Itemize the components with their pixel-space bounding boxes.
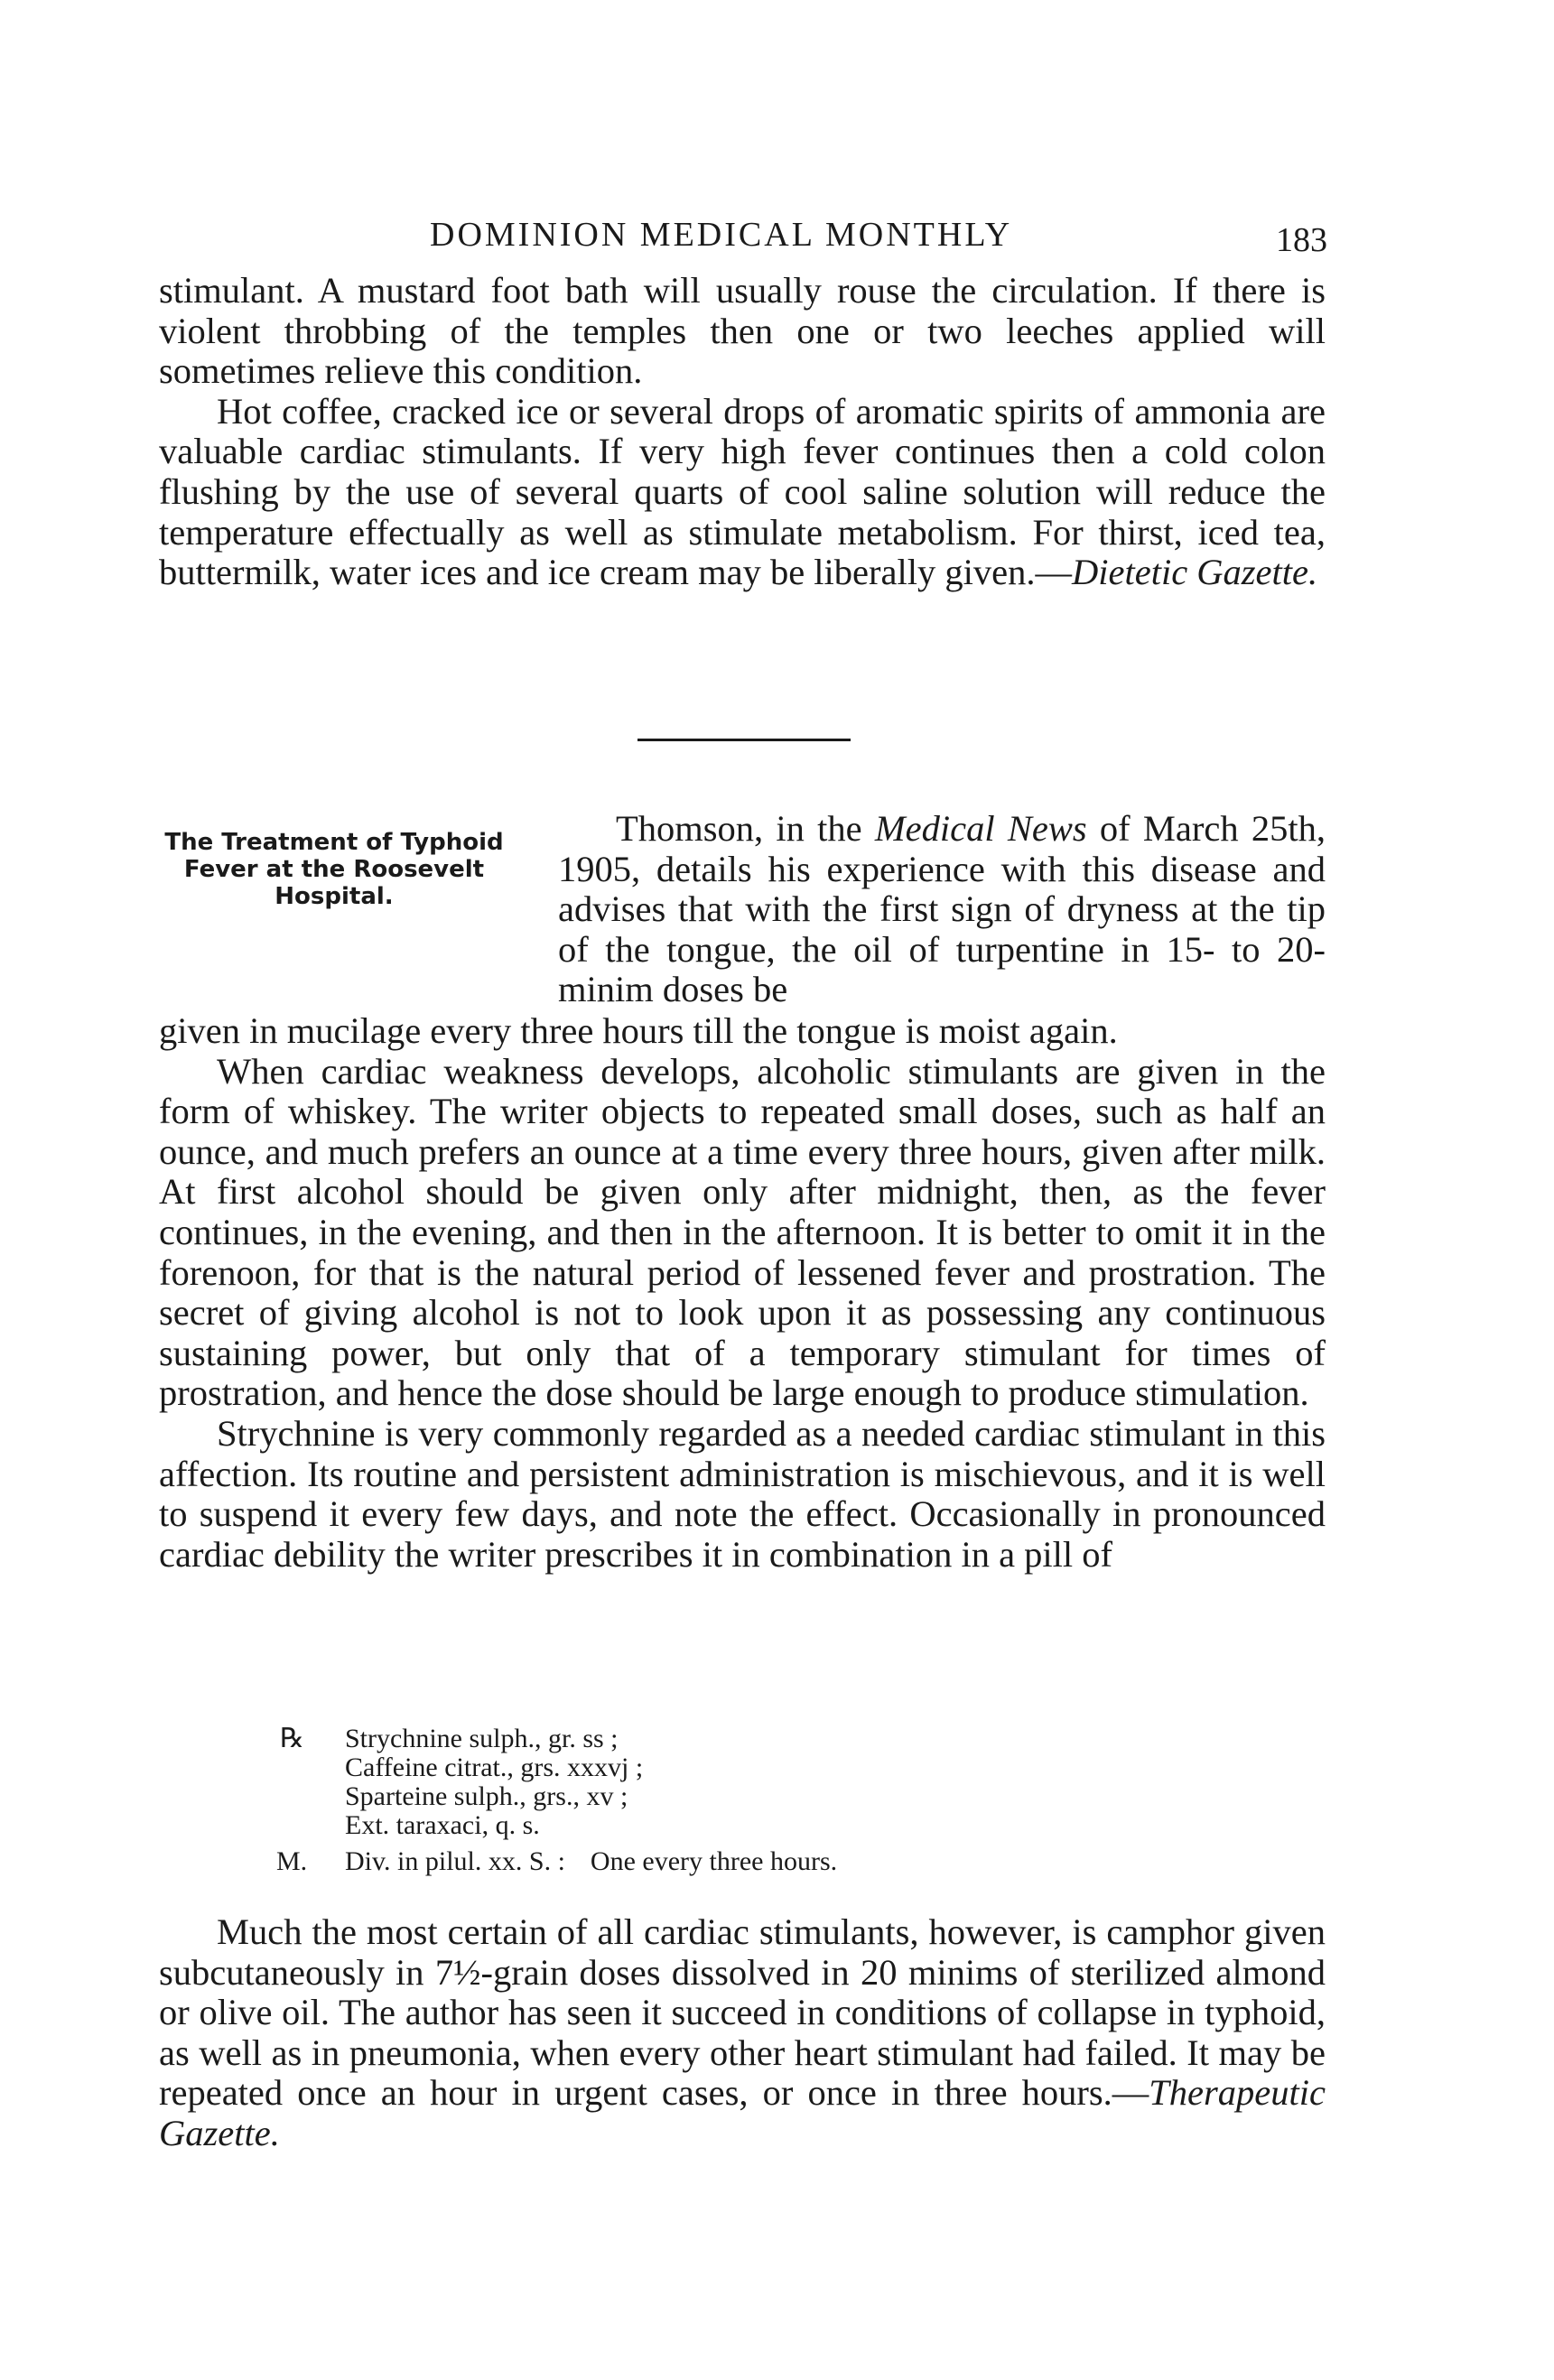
- article-intro: [558, 809, 1326, 1010]
- source-citation: Dietetic Gazette.: [1071, 552, 1318, 593]
- ingredient: Strychnine sulph., gr. ss ;: [345, 1724, 619, 1753]
- source-citation: Therapeutic Gazette.: [159, 2072, 1326, 2153]
- ingredient: Caffeine citrat., grs. xxxvj ;: [345, 1752, 644, 1782]
- article-dietetic-section: [159, 271, 1326, 593]
- paragraph: [558, 809, 1326, 1010]
- page-header: [163, 215, 1327, 269]
- ingredient: Ext. taraxaci, q. s.: [345, 1810, 540, 1840]
- prescription-line: [280, 1753, 1093, 1782]
- prescription-line: [280, 1811, 1093, 1840]
- ingredient: Sparteine sulph., grs., xv ;: [345, 1781, 628, 1811]
- mix-text: Div. in pilul. xx. S. :: [345, 1846, 565, 1876]
- mix-symbol: M.: [276, 1846, 308, 1876]
- prescription-line: [276, 1846, 1093, 1876]
- intro-text-continued: of March 25th, 1905, details his experience with this disease and advises that with the first sign of dryness at the tip of the tongue, the oil of turpentine in 15- to 20-minim doses be: [558, 808, 1326, 1010]
- intro-text: Thomson, in the: [616, 808, 875, 849]
- prescription-line: [280, 1725, 1093, 1753]
- mix-instruction: [345, 1847, 837, 1876]
- recipe-symbol: ℞: [280, 1724, 304, 1753]
- article-sidenote-title: The Treatment of Typhoid Fever at the Roosevelt Hospital.: [164, 829, 504, 910]
- paragraph: Strychnine is very commonly regarded as a needed cardiac stimulant in this affection. Its routine and persistent administration is mischievous, and it is well to suspend it every few days, and note the effect. Occasionally in pronounced cardiac debility the writer prescribes it in combination in a pill of: [159, 1412, 1326, 1575]
- running-head: DOMINION MEDICAL MONTHLY: [430, 216, 1013, 254]
- dosage-direction: One every three hours.: [590, 1846, 838, 1876]
- article-closing: [159, 1912, 1326, 2154]
- paragraph: When cardiac weakness develops, alcoholic stimulants are given in the form of whiskey. The writer objects to repeated small doses, such as half an ounce, and much prefers an ounce at a time every three hours, given after milk. At first alcohol should be given only after midnight, then, as the fever continues, in the evening, and then in the afternoon. It is better to omit it in the forenoon, for that is the natural period of lessened fever and prostration. The secret of giving alcohol is not to look upon it as possessing any continuous sustaining power, but only that of a temporary stimulant for times of prostration, and hence the dose should be large enough to produce stimulation.: [159, 1050, 1326, 1414]
- paragraph: [159, 392, 1326, 593]
- prescription-line: [280, 1782, 1093, 1811]
- prescription-block: [276, 1724, 1093, 1876]
- paragraph: [159, 1912, 1326, 2154]
- journal-name: Medical News: [874, 808, 1087, 849]
- paragraph: given in mucilage every three hours till the tongue is moist again.: [159, 1010, 1118, 1051]
- paragraph-text: Much the most certain of all cardiac stimulants, however, is camphor given subcutaneously in 7½-grain doses dissolved in 20 minims of sterilized almond or olive oil. The author has seen it succeed in conditions of collapse in typhoid, as well as in pneumonia, when every other heart stimulant had failed. It may be repeated once an hour in urgent cases, or once in three hours.—: [159, 1911, 1326, 2114]
- section-divider: [637, 739, 851, 741]
- paragraph-text: Hot coffee, cracked ice or several drops of aromatic spirits of ammonia are valuable cardiac stimulants. If very high fever continues then a cold colon flushing by the use of several quarts of cool saline solution will reduce the temperature effectually as well as stimulate metabolism. For thirst, iced tea, buttermilk, water ices and ice cream may be liberally given.—: [159, 390, 1326, 593]
- paragraph: stimulant. A mustard foot bath will usually rouse the circulation. If there is violent throbbing of the temples then one or two leeches applied will sometimes relieve this condition.: [159, 270, 1326, 392]
- article-body: [159, 1011, 1326, 1575]
- page-number: 183: [1276, 221, 1327, 259]
